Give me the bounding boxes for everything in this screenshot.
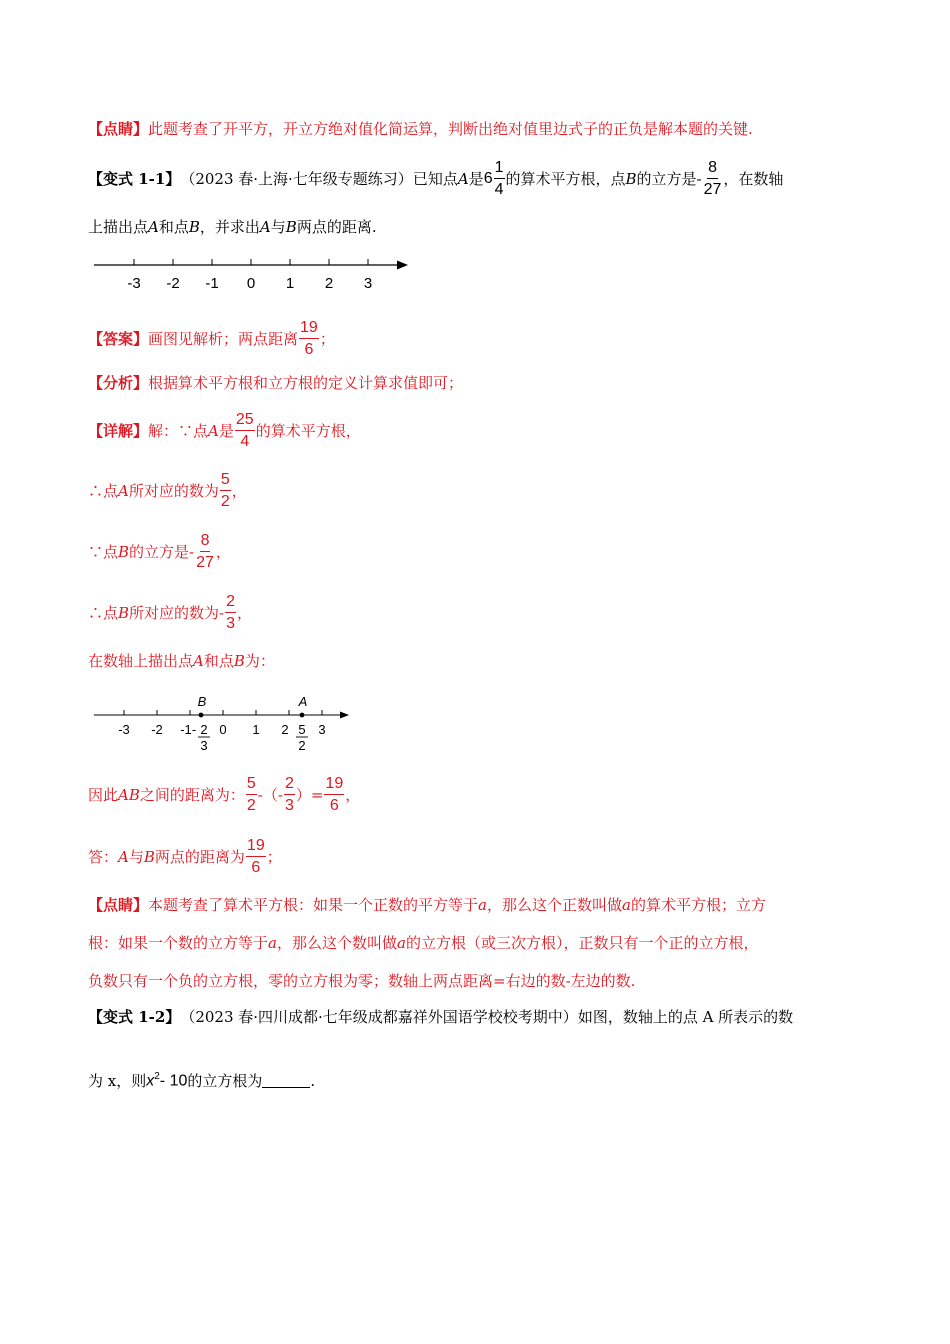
detail-tag: 【详解】 [88, 422, 149, 440]
var-ab: AB [118, 785, 140, 804]
dianjing-text: 此题考查了开平方，开立方绝对值化简运算，判断出绝对值里边式子的正负是解本题的关键. [148, 120, 753, 138]
dianjing-tag: 【点睛】 [88, 120, 149, 138]
text: 的算术平方根，点 [505, 170, 626, 188]
detail-line-4 [88, 592, 252, 633]
denominator: 2 [246, 797, 256, 814]
fraction [246, 774, 257, 815]
var-b: B [118, 603, 130, 622]
text: 与 [128, 848, 144, 866]
point-b-label: B [197, 694, 207, 709]
b-frac-num: 2 [200, 722, 208, 737]
detail-line-1 [88, 410, 361, 451]
analysis-tag: 【分析】 [88, 374, 149, 392]
expression [146, 1071, 187, 1090]
text: 本题考查了算术平方根：如果一个正数的平方等于 [148, 896, 479, 914]
fraction [225, 592, 236, 633]
text: ； [266, 848, 282, 866]
text: 因此 [88, 786, 119, 804]
numerator: 8 [707, 158, 718, 179]
fraction [195, 531, 215, 572]
axis-tick-label: -1 [180, 722, 192, 737]
text: 与 [270, 218, 286, 236]
point-a-label: A [298, 694, 308, 709]
denominator: 4 [240, 433, 250, 450]
denominator: 4 [494, 181, 504, 198]
text: 和点 [158, 218, 189, 236]
denominator: 3 [284, 797, 294, 814]
var-a: A [457, 169, 469, 188]
var-b: B [625, 169, 637, 188]
answer-blank[interactable] [262, 1073, 310, 1088]
numerator: 19 [246, 836, 266, 857]
text: 在数轴上描出点 [88, 652, 194, 670]
b-frac-den: 3 [200, 738, 208, 753]
point-b-dot [199, 713, 204, 718]
fraction [324, 774, 344, 815]
text: 所对应的数为- [129, 604, 225, 622]
axis-tick-label: 2 [324, 275, 334, 292]
variant-1-1-line-2 [88, 216, 377, 237]
text: 如图，数轴上的点 A 所表示的数 [577, 1008, 794, 1026]
numerator: 5 [246, 774, 257, 795]
text: ，那么这个数叫做 [276, 934, 397, 952]
analysis-text: 根据算术平方根和立方根的定义计算求值即可； [148, 374, 464, 392]
text: ∵点 [88, 543, 119, 561]
text: 的立方根（或三次方根），正数只有一个正的立方根， [405, 934, 759, 952]
text: 上描出点 [88, 218, 149, 236]
var-a-lower: a [622, 895, 631, 914]
answer-text: 画图见解析；两点距离 [148, 330, 299, 348]
detail-line-7 [88, 836, 282, 877]
var-a: A [193, 651, 204, 670]
text: 两点的距离为 [154, 848, 245, 866]
denominator: 27 [703, 181, 722, 198]
fraction [703, 158, 723, 199]
var-a-lower: a [268, 933, 277, 952]
text: ，并求出 [199, 218, 260, 236]
text: 根：如果一个数的立方等于 [88, 934, 269, 952]
numerator: 25 [235, 410, 255, 431]
axis-tick-label: 1 [285, 275, 295, 292]
variant-source: （2023 春·上海·七年级专题练习） [180, 170, 413, 188]
fraction [235, 410, 255, 451]
text: 两点的距离. [296, 218, 377, 236]
fraction [284, 774, 295, 815]
detail-line-3 [88, 531, 231, 572]
variant-tag: 【变式 1-2】 [88, 1008, 181, 1026]
number-line-1 [88, 252, 418, 296]
denominator: 6 [251, 859, 261, 876]
var-a-lower: a [396, 933, 406, 952]
mixed-whole: 6 [483, 169, 493, 187]
numerator: 19 [324, 774, 344, 795]
text: ， [231, 482, 247, 500]
var-a: A [208, 421, 219, 440]
a-frac-num: 5 [298, 722, 306, 737]
text: 的算术平方根；立方 [630, 896, 766, 914]
axis-tick-label: 0 [219, 722, 227, 737]
text: ； [319, 330, 335, 348]
number-line-2 [88, 690, 358, 760]
fraction [220, 470, 231, 511]
denominator: 3 [226, 615, 236, 632]
numerator: 5 [220, 470, 231, 491]
exponent: 2 [154, 1070, 160, 1082]
text: ∴点 [88, 482, 119, 500]
text: 为： [244, 652, 275, 670]
dianjing-tag: 【点睛】 [88, 896, 149, 914]
text: 所对应的数为 [128, 482, 219, 500]
var-a: A [118, 847, 129, 866]
denominator: 27 [196, 554, 214, 571]
dianjing-2-line-3 [88, 970, 635, 991]
text: ∴点 [88, 604, 119, 622]
text: ， [345, 786, 361, 804]
var-b: B [143, 847, 155, 866]
variant-tag: 【变式 1-1】 [88, 170, 181, 188]
axis-tick-label: -2 [151, 722, 163, 737]
variant-source: （2023 春·四川成都·七年级成都嘉祥外国语学校校考期中） [180, 1008, 578, 1026]
axis-tick-label: 2 [281, 722, 289, 737]
text: 负数只有一个负的立方根，零的立方根为零；数轴上两点距离=右边的数-左边的数. [88, 972, 636, 990]
text: - 10 [159, 1072, 188, 1090]
detail-line-2 [88, 470, 247, 511]
variant-1-2-line-1 [88, 1006, 793, 1027]
dianjing-2-line-1 [88, 894, 766, 915]
text: ，那么这个正数叫做 [486, 896, 622, 914]
axis-tick-label: 3 [318, 722, 326, 737]
axis-tick-label: -3 [127, 275, 141, 292]
numerator: 2 [284, 774, 295, 795]
var-b: B [118, 542, 130, 561]
dianjing-2-line-2 [88, 932, 758, 953]
axis-tick-label: -2 [166, 275, 180, 292]
text: 之间的距离为： [139, 786, 245, 804]
denominator: 2 [220, 493, 230, 510]
var-a: A [259, 217, 271, 236]
numerator: 1 [494, 158, 505, 179]
axis-tick-label: -1 [205, 275, 219, 292]
answer-tag: 【答案】 [88, 330, 149, 348]
dianjing-note-1 [88, 118, 753, 139]
text: ， [215, 543, 231, 561]
text: 解：∵点 [148, 422, 209, 440]
axis-tick-label: 3 [363, 275, 373, 292]
var-a: A [118, 481, 129, 500]
var-a-lower: a [478, 895, 487, 914]
denominator: 6 [304, 341, 314, 358]
axis-tick-label: 1 [252, 722, 260, 737]
axis-tick-label: -3 [118, 722, 130, 737]
detail-line-5 [88, 650, 275, 671]
b-frac-sign: - [191, 722, 197, 737]
numerator: 2 [225, 592, 236, 613]
text: ，在数轴 [723, 170, 784, 188]
text: 的立方是- [636, 170, 702, 188]
analysis-line [88, 372, 463, 393]
var-b: B [233, 651, 245, 670]
var-a: A [148, 217, 159, 236]
denominator: 6 [329, 797, 339, 814]
text: 为 x，则 [88, 1072, 147, 1090]
point-a-dot [300, 713, 305, 718]
var-b: B [285, 217, 297, 236]
text: ）= [295, 786, 324, 804]
var-x: x [146, 1072, 155, 1090]
text: 的算术平方根， [255, 422, 361, 440]
text: ， [237, 604, 253, 622]
text: . [310, 1071, 316, 1090]
text: 的立方根为 [187, 1072, 263, 1090]
text: 是 [218, 422, 234, 440]
fraction [246, 836, 266, 877]
axis-tick-label: 0 [246, 275, 256, 292]
numerator: 8 [200, 531, 211, 552]
text: -（- [257, 786, 283, 804]
variant-1-2-line-2 [88, 1070, 315, 1091]
fraction [299, 318, 319, 359]
text: 和点 [203, 652, 234, 670]
answer-line [88, 318, 335, 359]
text: 已知点 [412, 170, 458, 188]
detail-line-6 [88, 774, 360, 815]
a-frac-den: 2 [298, 738, 306, 753]
var-b: B [188, 217, 200, 236]
text: 是 [468, 170, 484, 188]
numerator: 19 [299, 318, 319, 339]
text: 的立方是- [129, 543, 195, 561]
variant-1-1-line-1 [88, 158, 783, 199]
text: 答： [88, 848, 119, 866]
fraction [494, 158, 505, 199]
